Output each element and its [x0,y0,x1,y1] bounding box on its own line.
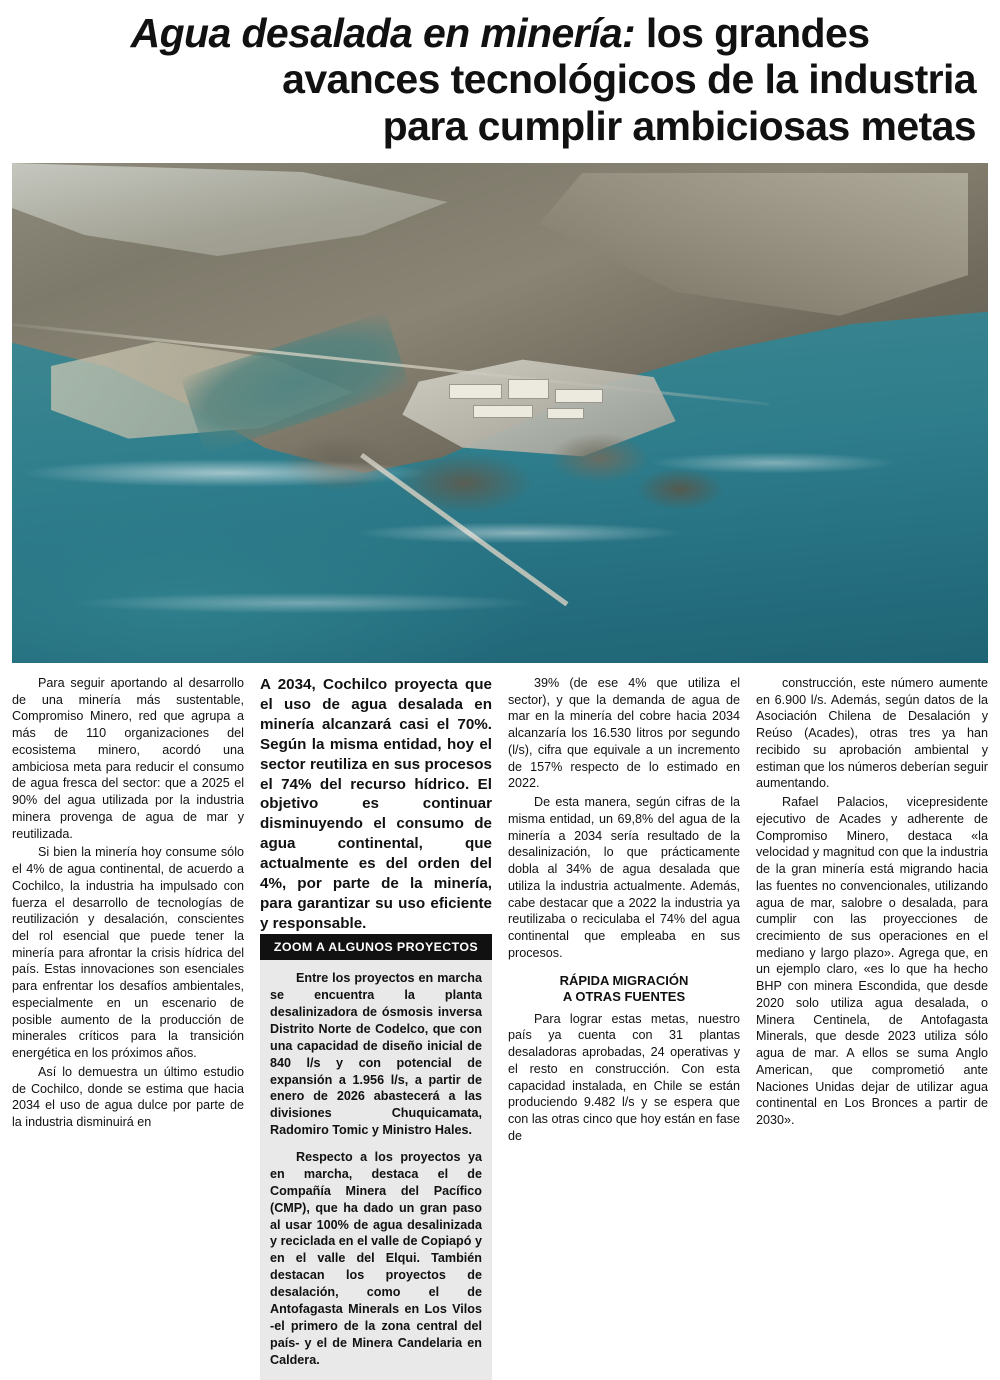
aerial-photo-desalination-plant-coast [12,163,988,663]
section-subheading-line-2: A OTRAS FUENTES [562,989,686,1005]
paragraph: Si bien la minería hoy consume sólo el 4% de agua continental, de acuerdo a Cochilco, la industria ha impulsado con fuerza el desarrollo de tecnologías de reutilización y desalación, conscientes del rol esencial que puede tener la minería para afrontar la crisis hídrica del país. Estas innovaciones son esenciales para enfrentar los desafíos ambientales, especialmente en un escenario de posible aumento de la producción de minerales críticos para la transición energética en los próximos años. [12,845,244,1061]
headline-emphasis: Agua desalada en minería: [130,10,636,56]
paragraph: Entre los proyectos en marcha se encuentra la planta desalinizadora de ósmosis inversa Distrito Norte de Codelco, que con una capacidad de diseño inicial de 840 l/s y con potencial de expansión a 1.956 l/s, a partir de enero de 2026 abastecerá a las divisiones Chuquicamata, Radomiro Tomic y Ministro Hales. [270,971,482,1138]
column-1 [12,675,244,1380]
headline-line-1-rest: los grandes [635,10,870,56]
lead-paragraph: A 2034, Cochilco proyecta que el uso de agua desalada en minería alcanzará casi el 70%. Según la misma entidad, hoy el sector reutiliza en sus procesos el 74% del recurso hídrico. El objetivo es continuar disminuyendo el consumo de agua continental, que actualmente es del orden del 4%, por parte de la minería, para garantizar su uso eficiente y responsable. [260,675,492,932]
section-subheading [508,973,740,1004]
column-2 [260,675,492,1380]
column-3 [508,675,740,1380]
headline-line-3: para cumplir ambiciosas metas [382,102,976,149]
photo-surf [12,163,988,663]
zoom-projects-title: ZOOM A ALGUNOS PROYECTOS [260,934,492,961]
paragraph: 39% (de ese 4% que utiliza el sector), y que la demanda de agua de mar en la minería del cobre hacia 2034 alcanzaría los 16.530 litros por segundo (l/s), cifra que equivale a un incremento de 157% respecto de lo estimado en 2022. [508,675,740,791]
photo-canvas [12,163,988,663]
paragraph: construcción, este número aumente en 6.900 l/s. Además, según datos de la Asociación Chilena de Desalación y Reúso (Acades), otras tres ya han recibido su aprobación ambiental y estiman que los números deberían seguir aumentando. [756,675,988,791]
section-subheading-line-1: RÁPIDA MIGRACIÓN [559,973,689,989]
column-4 [756,675,988,1380]
page-title [12,0,988,155]
paragraph: Respecto a los proyectos ya en marcha, destaca el de Compañía Minera del Pacífico (CMP), que ha dado un gran paso al usar 100% de agua desalinizada y reciclada en el valle de Copiapó y en el valle del Elqui. También destacan los proyectos de desalación, como el de Antofagasta Minerals en Los Vilos -el primero de la zona central del país- y el de Minera Candelaria en Caldera. [270,1150,482,1367]
paragraph: Rafael Palacios, vicepresidente ejecutivo de Acades y adherente de Compromiso Minero, destaca «la velocidad y magnitud con que la industria de la gran minería está migrando hacia las fuentes no convencionales, utilizando agua de mar, salobre o desalada, para cumplir con las proyecciones de crecimiento de sus operaciones en el mediano y largo plazo». Agrega que, en un ejemplo claro, «es lo que ha hecho BHP con minera Escondida, que desde 2020 solo utiliza agua desalada, o Minera Centinela, de Antofagasta Minerals, que desde 2023 utiliza sólo agua de mar. A ellos se suma Anglo American, que comprometió ante Naciones Unidas dejar de utilizar agua continental en Los Bronces a partir de 2030». [756,795,988,1128]
paragraph: De esta manera, según cifras de la misma entidad, un 69,8% del agua de la minería a 2034 sería resultado de la desalinización, lo que prácticamente dobla al 34% de agua desalada que utiliza la industria actualmente. Además, cabe destacar que a 2022 la industria ya reutilizaba o reciculaba el 74% del agua continental que empleaba en sus procesos. [508,795,740,960]
zoom-projects-box [260,934,492,1380]
headline-line-2: avances tecnológicos de la industria [282,56,976,103]
paragraph: Para seguir aportando al desarrollo de una minería más sustentable, Compromiso Minero, red que agrupa a más de 110 organizaciones del ecosistema minero, acordó una ambiciosa meta para reducir el consumo de agua fresca del sector: que a 2025 el 90% del agua utilizada por la industria minera provenga de agua de mar y reutilizada. [12,675,244,841]
headline-line-1 [20,10,980,56]
paragraph: Así lo demuestra un último estudio de Cochilco, donde se estima que hacia 2034 el uso de agua dulce por parte de la industria disminuirá en [12,1064,244,1130]
paragraph: Para lograr estas metas, nuestro país ya cuenta con 31 plantas desaladoras aprobadas, 24 operativas y el resto en construcción. Con esta capacidad instalada, en Chile se están produciendo 9.482 l/s y se espera que con las otras cinco que hoy están en fase de [508,1011,740,1143]
article-columns [12,675,988,1380]
